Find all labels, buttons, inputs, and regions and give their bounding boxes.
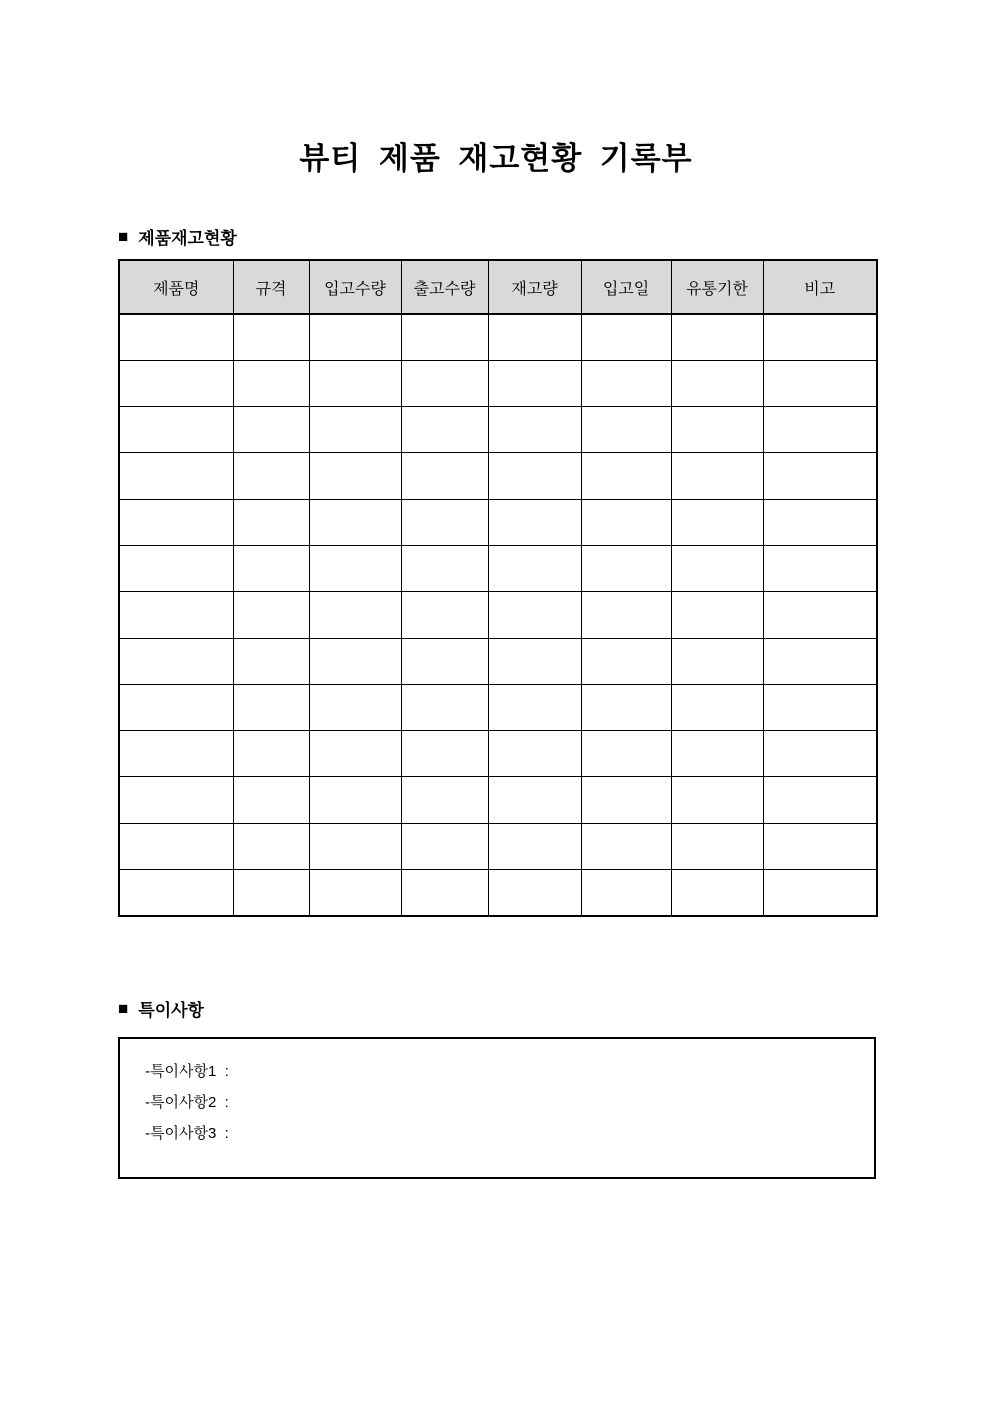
- inventory-section-heading: [118, 224, 237, 249]
- table-row: [119, 453, 877, 499]
- table-cell-empty[interactable]: [671, 407, 763, 453]
- note-line-3[interactable]: -특이사항3 :: [145, 1125, 229, 1142]
- table-header-row: [119, 260, 877, 314]
- table-cell-empty[interactable]: [309, 592, 401, 638]
- table-cell-empty[interactable]: [119, 870, 233, 916]
- table-cell-empty[interactable]: [233, 823, 309, 869]
- table-cell-empty[interactable]: [488, 499, 581, 545]
- table-cell-empty[interactable]: [233, 638, 309, 684]
- table-cell-empty[interactable]: [671, 823, 763, 869]
- table-cell-empty[interactable]: [401, 407, 488, 453]
- table-row: [119, 499, 877, 545]
- inventory-section-label: 제품재고현황: [138, 229, 237, 248]
- table-cell-empty[interactable]: [763, 731, 877, 777]
- table-cell-empty[interactable]: [581, 499, 671, 545]
- table-cell-empty[interactable]: [488, 592, 581, 638]
- table-row: [119, 870, 877, 916]
- table-cell-empty[interactable]: [671, 777, 763, 823]
- table-cell-empty[interactable]: [401, 777, 488, 823]
- table-cell-empty[interactable]: [763, 870, 877, 916]
- table-cell-empty[interactable]: [309, 777, 401, 823]
- table-row: [119, 823, 877, 869]
- table-cell-empty[interactable]: [309, 870, 401, 916]
- table-row: [119, 314, 877, 360]
- table-row: [119, 360, 877, 406]
- table-cell-empty[interactable]: [309, 545, 401, 591]
- table-cell-empty[interactable]: [488, 407, 581, 453]
- table-cell-empty[interactable]: [401, 638, 488, 684]
- table-cell-empty[interactable]: [401, 545, 488, 591]
- table-cell-empty[interactable]: [763, 453, 877, 499]
- table-cell-empty[interactable]: [119, 592, 233, 638]
- table-cell-empty[interactable]: [233, 592, 309, 638]
- table-cell-empty[interactable]: [581, 453, 671, 499]
- table-row: [119, 407, 877, 453]
- table-cell-empty[interactable]: [401, 731, 488, 777]
- table-cell-empty[interactable]: [488, 453, 581, 499]
- inventory-table: [118, 259, 878, 917]
- table-cell-empty[interactable]: [119, 545, 233, 591]
- table-cell-empty[interactable]: [581, 360, 671, 406]
- table-cell-empty[interactable]: [763, 407, 877, 453]
- section-marker-square-icon: ■: [118, 999, 129, 1018]
- table-cell-empty[interactable]: [401, 360, 488, 406]
- column-header-outgoing-qty: 출고수량: [401, 260, 488, 314]
- table-row: [119, 777, 877, 823]
- table-cell-empty[interactable]: [233, 360, 309, 406]
- page-title: 뷰티 제품 재고현황 기록부: [299, 141, 693, 176]
- section-marker-square-icon: ■: [118, 227, 129, 246]
- column-header-spec: 규격: [233, 260, 309, 314]
- table-cell-empty[interactable]: [488, 314, 581, 360]
- table-cell-empty[interactable]: [309, 684, 401, 730]
- note-line-1[interactable]: -특이사항1 :: [145, 1063, 229, 1080]
- table-cell-empty[interactable]: [581, 314, 671, 360]
- table-cell-empty[interactable]: [233, 407, 309, 453]
- table-cell-empty[interactable]: [581, 684, 671, 730]
- table-cell-empty[interactable]: [671, 592, 763, 638]
- table-cell-empty[interactable]: [119, 360, 233, 406]
- table-cell-empty[interactable]: [119, 407, 233, 453]
- table-cell-empty[interactable]: [233, 731, 309, 777]
- table-cell-empty[interactable]: [671, 545, 763, 591]
- table-cell-empty[interactable]: [581, 731, 671, 777]
- table-cell-empty[interactable]: [763, 545, 877, 591]
- table-cell-empty[interactable]: [488, 638, 581, 684]
- table-cell-empty[interactable]: [581, 777, 671, 823]
- table-cell-empty[interactable]: [119, 638, 233, 684]
- table-cell-empty[interactable]: [401, 314, 488, 360]
- table-cell-empty[interactable]: [581, 592, 671, 638]
- table-cell-empty[interactable]: [763, 360, 877, 406]
- table-cell-empty[interactable]: [671, 870, 763, 916]
- table-cell-empty[interactable]: [401, 592, 488, 638]
- table-cell-empty[interactable]: [763, 777, 877, 823]
- table-cell-empty[interactable]: [401, 684, 488, 730]
- table-cell-empty[interactable]: [233, 870, 309, 916]
- table-cell-empty[interactable]: [309, 499, 401, 545]
- table-cell-empty[interactable]: [763, 314, 877, 360]
- table-cell-empty[interactable]: [119, 499, 233, 545]
- table-cell-empty[interactable]: [763, 823, 877, 869]
- table-cell-empty[interactable]: [309, 360, 401, 406]
- table-cell-empty[interactable]: [581, 545, 671, 591]
- table-cell-empty[interactable]: [488, 545, 581, 591]
- table-cell-empty[interactable]: [671, 499, 763, 545]
- table-cell-empty[interactable]: [233, 453, 309, 499]
- table-cell-empty[interactable]: [401, 870, 488, 916]
- table-cell-empty[interactable]: [671, 314, 763, 360]
- table-cell-empty[interactable]: [119, 684, 233, 730]
- note-line-2[interactable]: -특이사항2 :: [145, 1094, 229, 1111]
- table-cell-empty[interactable]: [401, 823, 488, 869]
- table-cell-empty[interactable]: [671, 731, 763, 777]
- table-cell-empty[interactable]: [671, 360, 763, 406]
- table-cell-empty[interactable]: [309, 638, 401, 684]
- table-cell-empty[interactable]: [488, 360, 581, 406]
- table-row: [119, 545, 877, 591]
- table-cell-empty[interactable]: [488, 731, 581, 777]
- table-cell-empty[interactable]: [763, 499, 877, 545]
- table-cell-empty[interactable]: [233, 777, 309, 823]
- table-row: [119, 731, 877, 777]
- table-cell-empty[interactable]: [763, 684, 877, 730]
- table-cell-empty[interactable]: [233, 499, 309, 545]
- table-row: [119, 638, 877, 684]
- table-cell-empty[interactable]: [119, 453, 233, 499]
- column-header-expiry-date: 유통기한: [671, 260, 763, 314]
- table-cell-empty[interactable]: [488, 777, 581, 823]
- table-cell-empty[interactable]: [488, 870, 581, 916]
- notes-section-label: 특이사항: [138, 1001, 204, 1020]
- table-cell-empty[interactable]: [401, 499, 488, 545]
- notes-box[interactable]: [118, 1037, 876, 1179]
- table-cell-empty[interactable]: [309, 823, 401, 869]
- table-cell-empty[interactable]: [119, 777, 233, 823]
- notes-section-heading: [118, 996, 204, 1021]
- table-cell-empty[interactable]: [763, 638, 877, 684]
- inventory-table-body: [119, 314, 877, 916]
- table-cell-empty[interactable]: [309, 314, 401, 360]
- table-cell-empty[interactable]: [581, 870, 671, 916]
- table-cell-empty[interactable]: [309, 731, 401, 777]
- column-header-incoming-date: 입고일: [581, 260, 671, 314]
- table-cell-empty[interactable]: [401, 453, 488, 499]
- table-cell-empty[interactable]: [233, 314, 309, 360]
- table-cell-empty[interactable]: [671, 684, 763, 730]
- column-header-remarks: 비고: [763, 260, 877, 314]
- table-cell-empty[interactable]: [671, 453, 763, 499]
- table-cell-empty[interactable]: [119, 731, 233, 777]
- table-cell-empty[interactable]: [309, 407, 401, 453]
- column-header-product-name: 제품명: [119, 260, 233, 314]
- column-header-stock-qty: 재고량: [488, 260, 581, 314]
- column-header-incoming-qty: 입고수량: [309, 260, 401, 314]
- table-cell-empty[interactable]: [581, 638, 671, 684]
- table-cell-empty[interactable]: [119, 314, 233, 360]
- table-cell-empty[interactable]: [581, 823, 671, 869]
- table-cell-empty[interactable]: [309, 453, 401, 499]
- table-cell-empty[interactable]: [671, 638, 763, 684]
- table-cell-empty[interactable]: [233, 684, 309, 730]
- table-row: [119, 592, 877, 638]
- table-cell-empty[interactable]: [119, 823, 233, 869]
- table-cell-empty[interactable]: [233, 545, 309, 591]
- table-cell-empty[interactable]: [488, 684, 581, 730]
- table-cell-empty[interactable]: [488, 823, 581, 869]
- table-row: [119, 684, 877, 730]
- table-cell-empty[interactable]: [581, 407, 671, 453]
- table-cell-empty[interactable]: [763, 592, 877, 638]
